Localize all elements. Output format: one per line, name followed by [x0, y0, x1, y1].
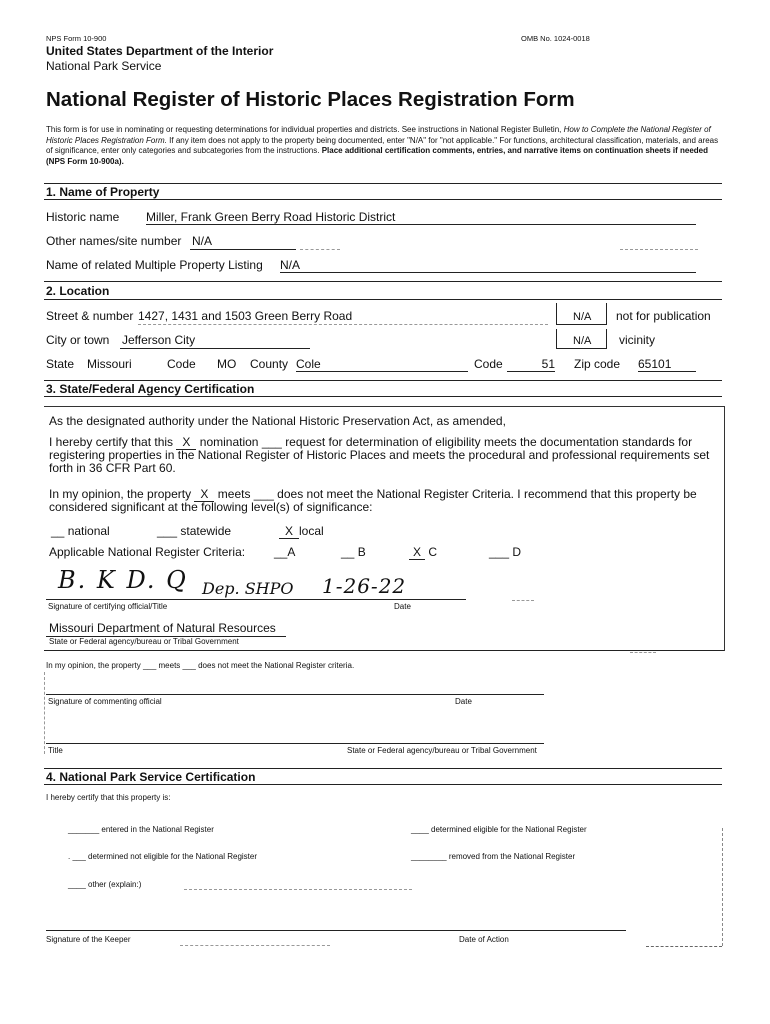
mpl-field[interactable]: N/A	[280, 258, 696, 273]
other-option[interactable]: ____ other (explain:)	[68, 880, 142, 889]
signature-role: Dep. SHPO	[202, 579, 294, 598]
criteria-c[interactable]: X C	[409, 545, 437, 559]
zip-label: Zip code	[574, 357, 621, 371]
criteria-label: Applicable National Register Criteria:	[49, 545, 246, 559]
signature-date-label: Date	[394, 602, 411, 611]
section-2-heading: 2. Location	[46, 284, 110, 298]
certify-paragraph: I hereby certify that this X nomination ___ request for determination of eligibility meets the documentation standards for registering properties in the National Register of Historic Places and meets the procedural and professional requirements set forth in 36 CFR Part 60.	[49, 435, 710, 475]
not-for-publication-label: not for publication	[616, 309, 711, 323]
county-code-field[interactable]: 51	[507, 357, 555, 372]
state-label: State	[46, 357, 75, 371]
other-names-field[interactable]: N/A	[192, 234, 213, 248]
street-label: Street & number	[46, 309, 134, 323]
city-label: City or town	[46, 333, 110, 347]
mpl-label: Name of related Multiple Property Listing	[46, 258, 263, 272]
county-field[interactable]: Cole	[296, 357, 468, 372]
page-title: National Register of Historic Places Registration Form	[46, 88, 575, 111]
opinion-paragraph: In my opinion, the property X meets ___ does not meet the National Register Criteria. I recommend that this property be considered significant at the following level(s) of significance:	[49, 487, 697, 514]
intro-paragraph: This form is for use in nominating or requesting determinations for individual properties and districts. See instructions in National Register Bulletin, How to Complete the National Register of Historic Places Registration Form. If any item does not apply to the property being documented, enter "N/A" for "not applicable." For functions, architectural classification, materials, and areas of significance, enter only categories and subcategories from the instructions. Place additional certification comments, entries, and narrative items on continuation sheets if needed (NPS Form 10-900a).	[46, 125, 719, 166]
city-field[interactable]: Jefferson City	[122, 333, 196, 347]
historic-name-label: Historic name	[46, 210, 120, 224]
keeper-certify-text: I hereby certify that this property is:	[46, 793, 171, 802]
level-national[interactable]: __ national	[51, 524, 110, 538]
not-eligible-option[interactable]: . ___ determined not eligible for the National Register	[68, 852, 257, 861]
criteria-a[interactable]: __A	[274, 545, 296, 559]
zip-field[interactable]: 65101	[638, 357, 696, 372]
state-code-field[interactable]: MO	[217, 357, 237, 371]
commenting-signature-label: Signature of commenting official	[48, 697, 162, 706]
criteria-d[interactable]: ___ D	[489, 545, 522, 559]
meets-checkmark[interactable]: X	[194, 487, 214, 502]
level-statewide[interactable]: ___ statewide	[157, 524, 232, 538]
agency-name: Missouri Department of Natural Resources	[49, 621, 276, 635]
other-names-label: Other names/site number	[46, 234, 182, 248]
criteria-b[interactable]: __ B	[341, 545, 366, 559]
omb-number: OMB No. 1024-0018	[521, 34, 590, 43]
section-3-heading: 3. State/Federal Agency Certification	[46, 382, 255, 396]
street-field[interactable]: 1427, 1431 and 1503 Green Berry Road	[138, 309, 353, 323]
service-name: National Park Service	[46, 59, 162, 73]
authority-text: As the designated authority under the National Historic Preservation Act, as amended,	[49, 414, 506, 428]
vicinity-field[interactable]: N/A	[573, 335, 592, 347]
historic-name-field[interactable]: Miller, Frank Green Berry Road Historic District	[146, 210, 696, 225]
section-4-heading: 4. National Park Service Certification	[46, 770, 256, 784]
state-code-label: Code	[167, 357, 196, 371]
eligible-option[interactable]: ____ determined eligible for the National Register	[411, 825, 587, 834]
nomination-checkmark[interactable]: X	[176, 435, 196, 450]
date-of-action-label: Date of Action	[459, 935, 509, 944]
entered-option[interactable]: _______ entered in the National Register	[68, 825, 214, 834]
state-field[interactable]: Missouri	[87, 357, 132, 371]
second-opinion-text: In my opinion, the property ___ meets ___ does not meet the National Register criteria.	[46, 661, 355, 670]
title-label: Title	[48, 746, 63, 755]
department-name: United States Department of the Interior	[46, 44, 274, 58]
signature-label: Signature of certifying official/Title	[48, 602, 168, 611]
certifying-signature: B. K D. Q	[58, 566, 188, 594]
title-agency-label: State or Federal agency/bureau or Tribal Government	[347, 746, 537, 755]
not-for-publication-field[interactable]: N/A	[573, 311, 592, 323]
vicinity-label: vicinity	[619, 333, 656, 347]
section-1-heading: 1. Name of Property	[46, 185, 160, 199]
county-code-label: Code	[474, 357, 503, 371]
form-number: NPS Form 10-900	[46, 34, 107, 43]
keeper-signature-label: Signature of the Keeper	[46, 935, 131, 944]
signature-date: 1-26-22	[322, 574, 407, 598]
commenting-date-label: Date	[455, 697, 472, 706]
agency-label: State or Federal agency/bureau or Tribal Government	[49, 637, 239, 646]
county-label: County	[250, 357, 289, 371]
level-local[interactable]: X local	[279, 524, 324, 538]
removed-option[interactable]: ________ removed from the National Register	[411, 852, 576, 861]
